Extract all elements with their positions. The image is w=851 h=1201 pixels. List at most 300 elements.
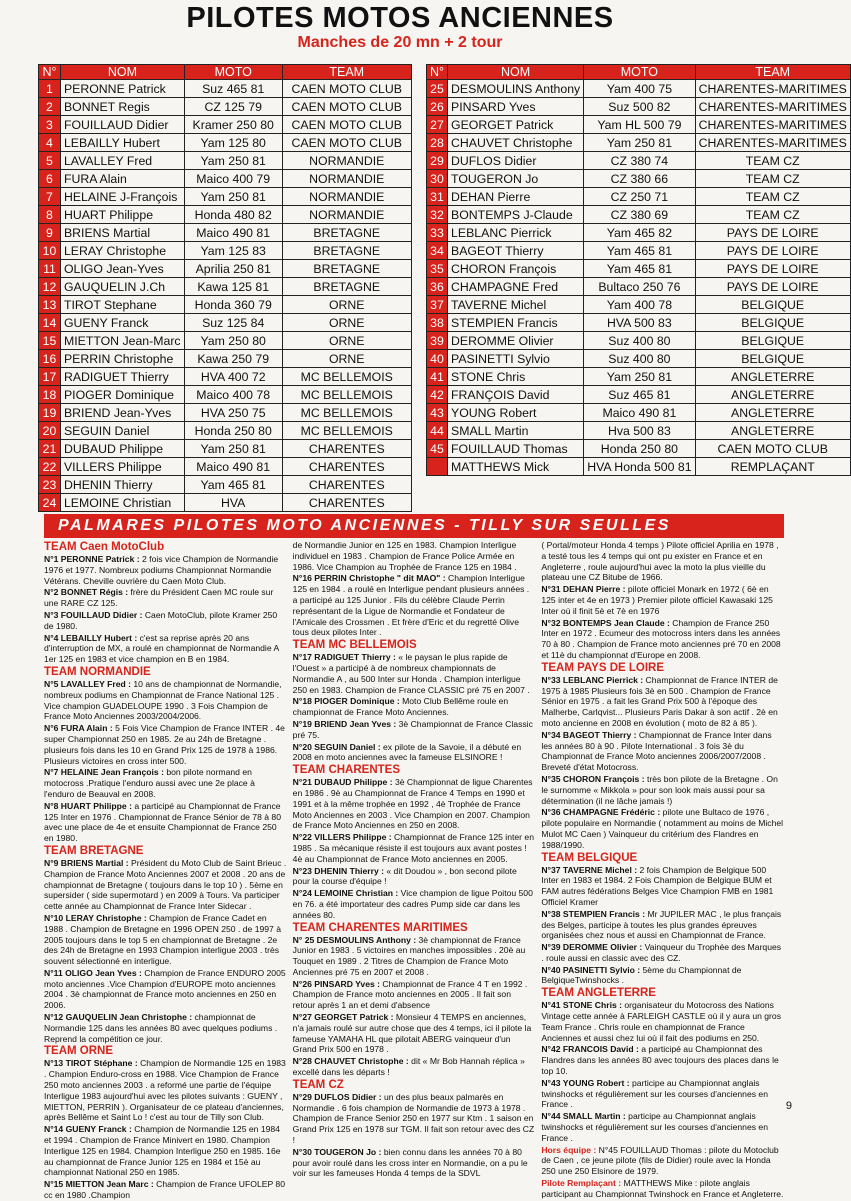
pilot-moto: Yam 400 78 [584,296,695,314]
pilot-num: 33 [427,224,448,242]
header-moto: MOTO [184,65,282,80]
pilot-row [39,476,412,494]
pilot-name: DESMOULINS Anthony [448,80,584,98]
pilot-bio-text: ( Portal/moteur Honda 4 temps ) Pilote officiel Aprilia en 1978 , a testé tous les 4 temps qui ont pu exister en France et en Angleterre , roule aujourd'hui avec la moto la plus vieille du plateau une CZ Bitube de 1966. [541,540,779,583]
pilot-bio [541,1044,784,1076]
pilot-team: CHARENTES [282,476,412,494]
pilot-team: CHARENTES [282,458,412,476]
pilot-bio-name: N°27 GEORGET Patrick : [292,1012,394,1023]
pilot-name: LEBAILLY Hubert [60,134,184,152]
pilot-name: DUBAUD Philippe [60,440,184,458]
team-section-heading: TEAM PAYS DE LOIRE [541,661,665,674]
pilot-moto: CZ 380 74 [584,152,695,170]
pilot-team: ORNE [282,332,412,350]
pilot-num: 27 [427,116,448,134]
pilot-name: PIOGER Dominique [60,386,184,404]
pilot-name: FURA Alain [60,170,184,188]
pilot-bio [44,554,287,586]
pilot-row [427,242,851,260]
pilot-team: CHARENTES-MARITIMES [695,134,850,152]
pilot-row [427,206,851,224]
pilot-bio-name: N°40 PASINETTI Sylvio : [541,964,641,975]
pilot-row [39,98,412,116]
pilot-name: CHAMPAGNE Fred [448,278,584,296]
pilot-team: CHARENTES-MARITIMES [695,98,850,116]
pilot-num: 9 [39,224,61,242]
pilot-moto: Suz 125 84 [184,314,282,332]
pilot-bio-text: Vice champion de ligue Poitou 500 en 76. a été importateur des cadres Pump side car dans les années 80. [292,888,533,920]
pilot-num: 43 [427,404,448,422]
pilot-num: 28 [427,134,448,152]
pilot-bio [541,909,784,941]
pilot-moto: Hva 500 83 [584,422,695,440]
header-num: N° [39,65,61,80]
pilot-name: LEMOINE Christian [60,494,184,512]
pilot-moto: Maico 490 81 [184,224,282,242]
pilot-team: ORNE [282,314,412,332]
pilot-row [39,260,412,278]
pilot-bio-name: N°18 PIOGER Dominique : [292,696,400,707]
team-section-heading: TEAM CHARENTES MARITIMES [292,921,468,934]
pilot-name: MIETTON Jean-Marc [60,332,184,350]
pilot-name: TOUGERON Jo [448,170,584,188]
pilot-moto: Kawa 125 81 [184,278,282,296]
pilot-bio-text: bien connu dans les années 70 à 80 pour avoir roulé dans les cross inter en Normandie, on a pu le voir sur les fameuses Honda 4 temps de la SDVL [292,1146,528,1179]
pilot-name: BRIENS Martial [60,224,184,242]
pilot-num: 3 [39,116,61,134]
header-moto: MOTO [584,65,695,80]
pilot-bio-name: N°1 PERONNE Patrick : [44,554,140,564]
pilot-bio [44,679,287,722]
pilot-bio [293,719,536,741]
pilot-name: PERONNE Patrick [60,80,184,98]
pilot-row [39,494,412,512]
pilot-team: CAEN MOTO CLUB [282,80,412,98]
team-section-heading: TEAM CZ [292,1078,344,1091]
pilot-team: MC BELLEMOIS [282,368,412,386]
pilot-num: 37 [427,296,448,314]
pilot-row [427,386,851,404]
pilot-bio-text: « dit Doudou » , bon second pilote pour la course d'équipe ! [292,865,517,887]
pilot-bio-name: N°8 HUART Philippe : [44,800,132,811]
pilot-bio-text: bon pilote normand en motocross .Pratique l'enduro aussi avec une 2e place à l'enduro de Beauval en 2008. [44,767,255,799]
pilot-row [427,80,851,98]
pilot-num: 39 [427,332,448,350]
pilot-bio [44,587,287,609]
pilot-team: BRETAGNE [282,242,412,260]
pilot-bio-name: N°11 OLIGO Jean Yves : [44,967,142,978]
pilot-bio [293,888,536,920]
pilot-moto: Maico 490 81 [584,404,695,422]
pilot-bio-text: ex pilote de la Savoie, il a débuté en 2008 en moto anciennes avec la fameuse ELSINORE ! [292,741,522,763]
pilot-bio-text: Champion de France ENDURO 2005 moto anciennes .Vice Champion d'EUROPE moto anciennes 2004 . 3è championnat de France moto anciennes en 250 en 2006. [44,967,286,1011]
pilot-row [39,386,412,404]
pilot-name: RADIGUET Thierry [60,368,184,386]
pilot-bio-name: N°31 DEHAN Pierre : [541,584,626,595]
pilot-bio-text: 5 Fois Vice Champion de France INTER . 4e super Championnat 250 en 1985. 2e au 24h de Bretagne . plusieurs fois dans les 10 en Grand Prix 125 de 1978 à 1986. Plusieurs victoires en cross inter 500. [44,723,285,766]
pilot-team: MC BELLEMOIS [282,422,412,440]
pilot-team: CHARENTES [282,440,412,458]
pilot-num: 14 [39,314,61,332]
pilot-bio-text: Championnat de France INTER de 1975 à 1985 Plusieurs fois 3è en 500 . Champion de France Sénior en 1975 . a fait les Grand Prix 500 à l'époque des Malherbe, Carlqvist... Plusieurs Paris Dakar à son actif . 2è en moto ancienne en 2008 en évolution ( moto de 82 à 85 ). [541,674,778,728]
pilot-bio-name: N°16 PERRIN Christophe " dit MAO" : [292,573,446,584]
pilot-row [427,116,851,134]
pilot-bio-name: N°34 BAGEOT Thierry : [541,729,637,740]
pilot-num: 2 [39,98,61,116]
pilot-bio-name: N°13 TIROT Stéphane : [44,1058,138,1069]
pilot-name: TAVERNE Michel [448,296,584,314]
pilot-bio-name: N°7 HELAINE Jean François : [44,767,164,778]
pilot-bio [293,1092,536,1146]
pilot-team: CHARENTES-MARITIMES [695,80,850,98]
pilot-num: 17 [39,368,61,386]
pilot-row [427,170,851,188]
palmares-column-3 [541,540,784,1199]
pilot-bio [293,866,536,888]
pilot-bio [541,774,784,806]
pilot-row [39,206,412,224]
pilot-bio-name: N°9 BRIENS Martial : [44,857,129,868]
pilot-bio [44,1012,287,1044]
pilot-bio [541,1000,784,1043]
pilot-team: ORNE [282,350,412,368]
pilot-bio-text: Champion de France Cadet en 1988 . Champion de Bretagne en 1996 OPEN 250 . de 1997 à 2005 toujours dans le top 5 en championnat de Bretagne . 2e des 24h de Bretagne en 1993 Champion interligue 2003 . très souvent sélectionné en interligue. [44,912,281,967]
pilot-bio [541,965,784,987]
pilot-name: DHENIN Thierry [60,476,184,494]
pilot-num: 18 [39,386,61,404]
team-section-heading: TEAM NORMANDIE [44,665,151,678]
pilot-moto: Yam 125 83 [184,242,282,260]
pilot-bio [293,540,536,572]
pilot-bio-text: Championnat de France 4 T en 1992 . Champion de France moto anciennes en 2005 . Il fait son retour après 1 an et demi d'absence [292,978,528,1011]
pilot-bio-name: N°29 DUFLOS Didier : [292,1091,382,1102]
pilot-moto: HVA 250 75 [184,404,282,422]
pilot-moto: Yam 250 81 [584,368,695,386]
pilot-num: 13 [39,296,61,314]
pilot-bio-name: N°39 DEROMME Olivier : [541,942,643,953]
pilot-team: PAYS DE LOIRE [695,278,850,296]
pilot-team: BELGIQUE [695,296,850,314]
pilot-bio [293,696,536,718]
pilot-bio [541,1145,784,1177]
pilot-row [39,422,412,440]
pilot-bio-text: Championnat de France Inter dans les années 80 à 90 . Pilote International . 3 fois 3è du Championnat de France Moto anciennes 2006/2007/2008 . Breveté d'état Motocross. [541,729,772,773]
pilot-bio-text: pilote officiel Monark en 1972 ( 6è en 125 inter et 4e en 1973 ) Premier pilote officiel Kawasaki 125 Inter où il finit 5è et 7è en 1976 [541,584,773,616]
pilot-team: CAEN MOTO CLUB [282,116,412,134]
pilot-bio-name: N°26 PINSARD Yves : [292,978,381,989]
pilot-num: 30 [427,170,448,188]
pilot-moto: Yam 250 81 [184,152,282,170]
pilot-bio [541,1111,784,1143]
pilot-moto: Yam 250 81 [184,188,282,206]
team-section-heading: TEAM Caen MotoClub [44,541,165,553]
pilot-moto: Yam 465 81 [184,476,282,494]
pilot-bio-name: N°21 DUBAUD Philippe : [292,777,393,788]
pilot-team: PAYS DE LOIRE [695,242,850,260]
pilot-bio [541,807,784,850]
pilot-row [39,134,412,152]
pilot-bio-text: c'est sa reprise après 20 ans d'interruption de MX, a roulé en championnat de Normandie A 1er 125 en 1983 et vice champion en B en 1984. [44,632,279,665]
pilot-name: YOUNG Robert [448,404,584,422]
pilot-team: TEAM CZ [695,206,850,224]
pilot-name: FRANÇOIS David [448,386,584,404]
pilot-bio-name: N°6 FURA Alain : [44,723,113,734]
pilot-row [427,440,851,458]
pilot-bio-text: 2 fois vice Champion de Normandie 1976 et 1977. Nombreux podiums Championnat Normandie Vétérans. Cheville ouvrière du Caen Moto Club. [44,554,279,586]
pilot-bio [44,1058,287,1123]
pilot-bio-text: de Normandie Junior en 125 en 1983. Champion Interligue individuel en 1983 . Champion de France Police Armée en 1986. Vice Champion au Trophée de France 125 en 1984 . [292,540,517,572]
pilot-team: BRETAGNE [282,278,412,296]
pilot-moto: Yam 250 81 [184,440,282,458]
pilot-bio-name: N°14 GUENY Franck : [44,1124,132,1135]
pilot-bio [541,942,784,964]
pilot-row [39,242,412,260]
header-team: TEAM [695,65,850,80]
header-num: N° [427,65,448,80]
pilot-bio-name: N°4 LEBAILLY Hubert : [44,632,138,643]
pilot-bio-text: participe au Championnat anglais twinshocks et régulièrement sur les courses d'anciennes en France . [541,1077,768,1110]
team-section-heading: TEAM BRETAGNE [44,844,144,857]
pilot-moto: Maico 400 79 [184,170,282,188]
pilot-moto: Yam HL 500 79 [584,116,695,134]
pilot-team: REMPLAÇANT [695,458,850,476]
pilot-name: PINSARD Yves [448,98,584,116]
pilot-num: 16 [39,350,61,368]
pilot-team: ORNE [282,296,412,314]
pilot-row [427,422,851,440]
pilot-bio-text: Champion de France UFOLEP 80 cc en 1980 .Champion [44,1179,285,1201]
pilot-moto: Yam 465 81 [584,260,695,278]
pilot-name: CHORON François [448,260,584,278]
pilot-team: NORMANDIE [282,206,412,224]
pilot-bio-name: N°17 RADIGUET Thierry : [292,652,396,663]
pilot-team: ANGLETERRE [695,422,850,440]
pilot-bio-text: Champion Interligue 125 en 1984 . a roulé en Interligue pendant plusieurs années . a participé au 125 Junior . Fils du célèbre Claude Perrin représentant de la Ligue de Normandie et Fondateur de l'Amicale des Crossmen . Et frère d'Eric et du regretté Olive tous deux pilotes Inter . [292,573,530,638]
pilot-num: 26 [427,98,448,116]
pilot-bio [293,652,536,695]
pilot-team: TEAM CZ [695,152,850,170]
pilot-row [427,350,851,368]
pilot-num: 32 [427,206,448,224]
pilot-bio-name: N°38 STEMPIEN Francis : [541,908,646,919]
pilot-bio [541,1078,784,1110]
pilot-moto: Yam 465 81 [584,242,695,260]
pilot-num: 12 [39,278,61,296]
pilot-num: 19 [39,404,61,422]
pilot-num: 40 [427,350,448,368]
pilot-bio [541,618,784,661]
pilot-team: NORMANDIE [282,152,412,170]
pilot-bio [44,858,287,912]
pilot-name: BONNET Regis [60,98,184,116]
pilot-bio-text: Vainqueur du Trophée des Marques . roule aussi en classic avec des CZ. [541,942,782,963]
pilot-name: GEORGET Patrick [448,116,584,134]
team-section-heading: TEAM ANGLETERRE [541,987,656,1000]
pilot-team: NORMANDIE [282,170,412,188]
pilot-row [39,152,412,170]
pilot-num: 21 [39,440,61,458]
pilot-num [427,458,448,476]
pilot-team: PAYS DE LOIRE [695,260,850,278]
pilot-moto: Yam 465 82 [584,224,695,242]
pilot-bio-text: championnat de Normandie 125 dans les années 80 avec quelques podiums . Reprend la compétition ce jour. [44,1012,278,1044]
pilot-name: VILLERS Philippe [60,458,184,476]
team-section-heading: TEAM ORNE [44,1045,113,1058]
pilot-num: 34 [427,242,448,260]
pilot-moto: Yam 250 80 [184,332,282,350]
pilot-num: 35 [427,260,448,278]
pilot-row [39,440,412,458]
pilot-team: CAEN MOTO CLUB [695,440,850,458]
page-subtitle: Manches de 20 mn + 2 tour [297,34,503,51]
pilot-num: 45 [427,440,448,458]
pilot-row [427,458,851,476]
pilot-bio-text: a participé au Championnat des Flandres dans les années 80 avec toujours des places dans le top 10. [541,1044,779,1077]
pilot-bio [293,979,536,1011]
pilot-moto: Maico 490 81 [184,458,282,476]
pilot-team: CAEN MOTO CLUB [282,134,412,152]
pilot-bio-text: Champion de France 250 Inter en 1972 . Ecumeur des motocross inters dans les années 70 à 80 . Champion de France moto anciennes pré 70 en 2008 et 11è du championnat d'Europe en 2008. [541,617,781,660]
pilot-team: CHARENTES-MARITIMES [695,116,850,134]
team-section-heading: TEAM MC BELLEMOIS [292,639,417,652]
palmares-banner: PALMARES PILOTES MOTO ANCIENNES - TILLY SUR SEULLES [44,514,784,538]
pilot-row [427,152,851,170]
pilot-bio [293,777,536,831]
pilot-row [427,278,851,296]
pilot-bio-name: N° 25 DESMOULINS Anthony : [292,934,417,945]
pilot-moto: Yam 400 75 [584,80,695,98]
pilot-num: 5 [39,152,61,170]
pilot-num: 4 [39,134,61,152]
pilot-bio-name: N°12 GAUQUELIN Jean Christophe : [44,1012,193,1023]
pilot-bio-text: Champion de Normandie 125 en 1984 et 1994 . Champion de France Minivert en 1980. Champion Interligue 125 en 1984. Champion Interligue 250 en 1985. 16e au championnat de France Junior 125 en 1984 et 15è au championnat National 250 en 1985. [44,1124,281,1178]
pilot-bio-text: Mr JUPILER MAC , le plus français des Belges, participe à toutes les plus grandes épreuves organisées chez nous et aussi en Championnat de France. [541,908,782,941]
pilot-team: BELGIQUE [695,314,850,332]
pilot-moto: Suz 465 81 [184,80,282,98]
pilot-bio-name: N°19 BRIEND Jean Yves : [292,718,397,729]
pilot-bio-text: Monsieur 4 TEMPS en anciennes, n'a jamais roulé sur autre chose que des 4 temps, ici il pilote la fameuse YAMAHA HL que pilotait ABERG vainqueur d'un Grand Prix 500 en 1978 . [292,1012,532,1055]
pilot-moto: Yam 250 81 [584,134,695,152]
pilot-team: BRETAGNE [282,224,412,242]
pilot-row [427,98,851,116]
pilot-bio-text: Caen MotoClub, pilote Kramer 250 de 1980. [44,609,278,631]
pilot-name: HELAINE J-François [60,188,184,206]
pilot-row [39,458,412,476]
pilot-row [39,368,412,386]
pilot-row [39,224,412,242]
pilot-bio [293,935,536,978]
pilot-row [39,278,412,296]
pilot-bio-text: 5ème du Championnat de BelgiqueTwinshocks . [541,964,742,986]
pilot-moto: CZ 380 66 [584,170,695,188]
pilot-bio-text: Championnat de France 125 inter en 1985 . Sa mécanique résiste il est toujours aux avant postes ! 4è au Championnat de France Moto anciennes en 2005. [292,832,534,864]
pilot-bio [541,675,784,729]
header-name: NOM [60,65,184,80]
pilot-row [427,134,851,152]
header-name: NOM [448,65,584,80]
pilot-bio-text: très bon pilote de la Bretagne . On le surnomme « Mikkola » pour son look mais aussi pour sa détermination (il ne lâche jamais !) [541,773,778,806]
pilot-bio [541,1178,784,1200]
pilot-num: 15 [39,332,61,350]
pilot-bio [293,1012,536,1055]
pilot-bio-name: N°5 LAVALLEY Fred : [44,678,131,689]
pilot-bio-text: a participé au Championnat de France 125 Inter en 1976 . Championnat de France Sénior de 78 à 80 avec une place de 4e et ensuite Championnat de France 250 en 1980. [44,800,281,844]
pilot-bio-name: N°15 MIETTON Jean Marc : [44,1179,154,1190]
pilot-team: ANGLETERRE [695,368,850,386]
pilot-moto: Yam 125 80 [184,134,282,152]
pilot-row [427,404,851,422]
pilot-row [39,188,412,206]
pilot-num: 7 [39,188,61,206]
pilot-name: PERRIN Christophe [60,350,184,368]
pilot-bio [293,1147,536,1179]
pilot-name: LEBLANC Pierrick [448,224,584,242]
pilot-name: FOUILLAUD Thomas [448,440,584,458]
pilot-team: NORMANDIE [282,188,412,206]
page-title: PILOTES MOTOS ANCIENNES [186,2,614,34]
pilot-team: BRETAGNE [282,260,412,278]
pilot-bio-name: N°3 FOUILLAUD Didier : [44,609,143,620]
pilot-row [39,80,412,98]
pilot-row [427,188,851,206]
pilot-num: 25 [427,80,448,98]
pilot-bio-name: N°37 TAVERNE Michel : [541,864,638,875]
pilot-num: 23 [39,476,61,494]
pilot-moto: HVA 500 83 [584,314,695,332]
pilot-bio-name: Hors équipe : [541,1144,597,1155]
pilot-bio [44,1179,287,1201]
pilot-row [427,332,851,350]
pilot-row [39,350,412,368]
pilot-bio-name: N°41 STONE Chris : [541,1000,622,1011]
pilot-bio [541,584,784,616]
pilot-moto: Kawa 250 79 [184,350,282,368]
pilot-bio-text: dit « Mr Bob Hannah réplica » excellé dans les départs ! [292,1056,525,1078]
pilot-name: DUFLOS Didier [448,152,584,170]
pilot-num: 22 [39,458,61,476]
palmares-column-2 [292,540,536,1179]
pilot-bio-text: MATTHEWS Mike : pilote anglais participant au Championnat Twinshock en France et Angleterre. [541,1178,784,1199]
pilot-bio-name: N°42 FRANCOIS David : [541,1044,639,1055]
pilot-bio-text: un des plus beaux palmarès en Normandie . 6 fois champion de Normandie de 1973 à 1978 . Champion de France Senior 250 en 1977 sur Ktm . 1 saison en Grand Prix 125 en 1978 sur TGM. Il fait son retour avec des CZ ! [292,1091,535,1146]
pilot-bio [44,801,287,844]
pilot-name: SMALL Martin [448,422,584,440]
pilot-team: CHARENTES [282,494,412,512]
pilot-num: 8 [39,206,61,224]
team-section-heading: TEAM CHARENTES [292,764,401,777]
pilot-name: SEGUIN Daniel [60,422,184,440]
pilot-name: GAUQUELIN J.Ch [60,278,184,296]
pilot-team: ANGLETERRE [695,404,850,422]
pilot-team: BELGIQUE [695,350,850,368]
pilot-bio-text: Président du Moto Club de Saint Brieuc . Champion de France Moto Anciennes 2007 et 2008 . 20 ans de championnat de Bretagne ( toujours dans le top 10 ) . 5ème en supersider ( side supermotard ) en 2009 à Tours. Va participer cette année au Championnat de France Inter Sidecar . [44,857,287,912]
pilot-moto: Aprilia 250 81 [184,260,282,278]
pilot-bio-name: N°23 DHENIN Thierry : [292,865,384,876]
pilot-row [39,116,412,134]
pilot-name: FOUILLAUD Didier [60,116,184,134]
pilots-table-left [38,64,412,512]
pilot-row [39,170,412,188]
pilot-moto: Kramer 250 80 [184,116,282,134]
pilot-num: 6 [39,170,61,188]
pilot-moto: Bultaco 250 76 [584,278,695,296]
pilot-bio-text: N°45 FOUILLAUD Thomas : pilote du Motoclub de Caen , ce jeune pilote (fils de Didier) roule avec la Honda 250 une 250 Elsinore de 1979. [541,1144,779,1177]
pilot-row [427,314,851,332]
pilot-moto: Honda 250 80 [184,422,282,440]
pilot-num: 31 [427,188,448,206]
pilot-bio-name: N°2 BONNET Régis : [44,587,129,598]
pilot-bio-text: 10 ans de championnat de Normandie, nombreux podiums en Championnat de France National 125 . Vice champion GUADELOUPE 1990 . 3 Fois Champion de France Moto Anciennes 2003/2004/2006. [44,678,282,722]
